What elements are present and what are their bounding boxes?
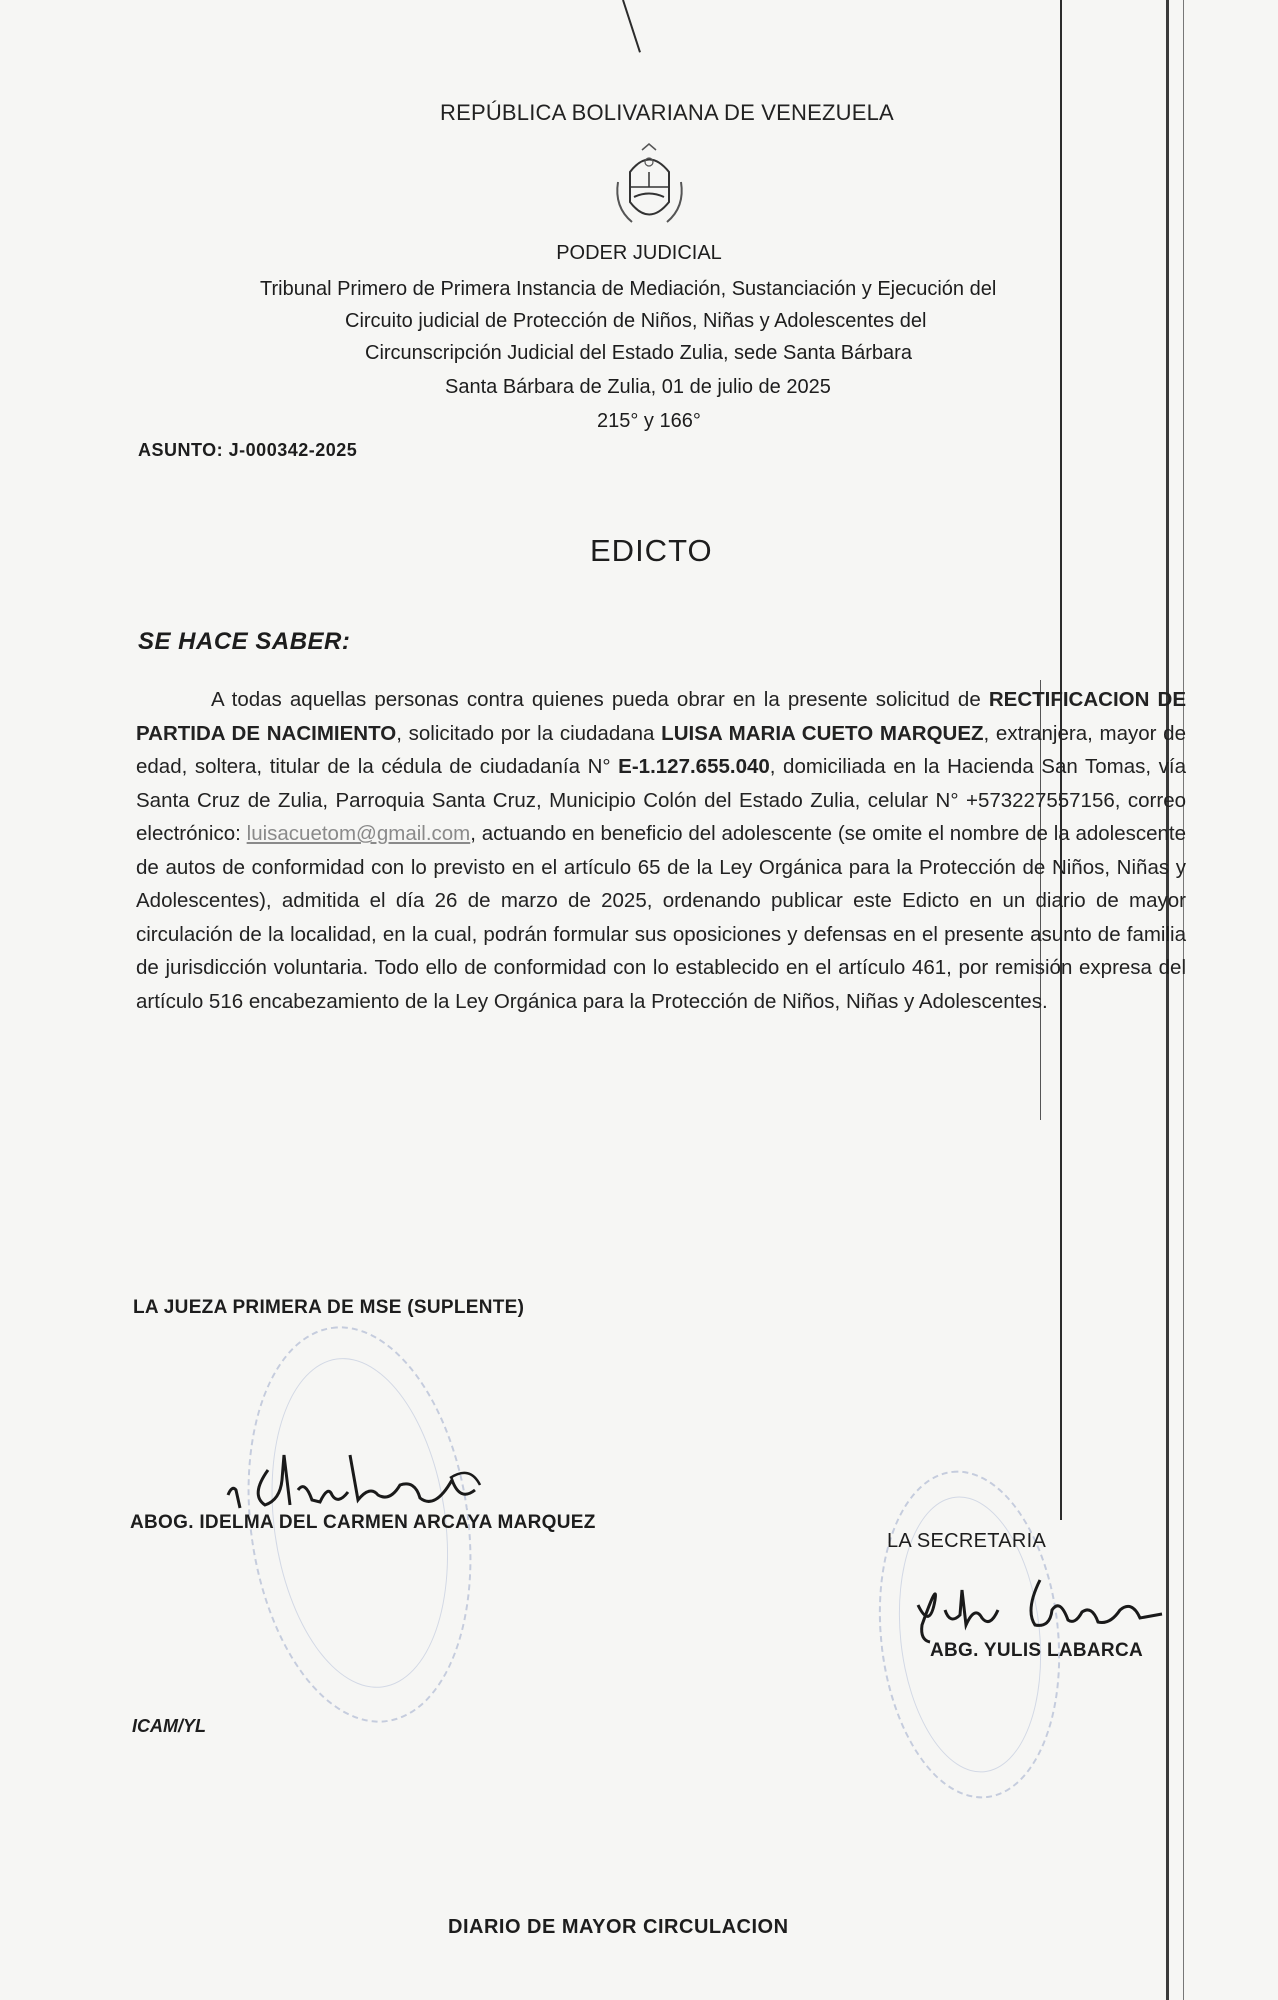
notice-heading: SE HACE SABER: [138,628,351,655]
email-link[interactable]: luisacuetom@gmail.com [246,822,471,845]
coat-of-arms-icon [612,142,687,237]
judge-title: LA JUEZA PRIMERA DE MSE (SUPLENTE) [133,1297,525,1318]
secretary-name: ABG. YULIS LABARCA [930,1640,1143,1661]
document-title: EDICTO [590,533,713,568]
secretary-title: LA SECRETARIA [887,1530,1047,1552]
case-number: ASUNTO: J-000342-2025 [138,440,358,460]
body-text-4: , domiciliada en la Hacienda San Tomas, vía Santa Cruz de Zulia, Parroquia Santa Cruz, Municipio Colón del Estado Zulia, celular N° +573227557156, correo electrónico: [136,755,1186,845]
judge-name: ABOG. IDELMA DEL CARMEN ARCAYA MARQUEZ [130,1512,596,1533]
body-text-1: A todas aquellas personas contra quienes pueda obrar en la presente solicitud de [211,688,989,711]
body-text-2: , solicitado por la ciudadana [396,721,662,745]
republic-title: REPÚBLICA BOLIVARIANA DE VENEZUELA [440,100,894,125]
court-name-line2: Circuito judicial de Protección de Niños, Niñas y Adolescentes del [345,310,927,332]
notice-body [136,683,1186,1018]
top-mark [622,0,641,53]
body-bold-id: E-1.127.655.040 [618,755,770,778]
secretary-signature [900,1570,1180,1650]
years-line: 215° y 166° [597,410,701,432]
body-text-3: , extranjera, mayor de edad, soltera, titular de la cédula de ciudadanía N° [136,721,1186,778]
branch-title: PODER JUDICIAL [556,242,722,264]
body-bold-request: RECTIFICACION DE PARTIDA DE NACIMIENTO [136,688,1187,745]
court-name-line3: Circunscripción Judicial del Estado Zulia, sede Santa Bárbara [365,342,912,364]
court-name-line1: Tribunal Primero de Primera Instancia de Mediación, Sustanciación y Ejecución del [260,278,997,300]
body-bold-name: LUISA MARIA CUETO MARQUEZ [661,721,984,745]
publication-note: DIARIO DE MAYOR CIRCULACION [448,1916,789,1938]
date-line: Santa Bárbara de Zulia, 01 de julio de 2025 [445,376,831,398]
body-text-5: , actuando en beneficio del adolescente (se omite el nombre de la adolescente de autos de conformidad con lo previsto en el artículo 65 de la Ley Orgánica para la Protección de Niños, Niñas y Adolescentes), admitida el día 26 de marzo de 2025, ordenando publicar este Edicto en un diario de mayor circulación de la localidad, en la cual, podrán formular sus oposiciones y defensas en el presente asunto de familia de jurisdicción voluntaria. Todo ello de conformidad con lo establecido en el artículo 461, por remisión expresa del artículo 516 encabezamiento de la Ley Orgánica para la Protección de Niños, Niñas y Adolescentes. [136,822,1187,1013]
initials: ICAM/YL [132,1716,206,1736]
